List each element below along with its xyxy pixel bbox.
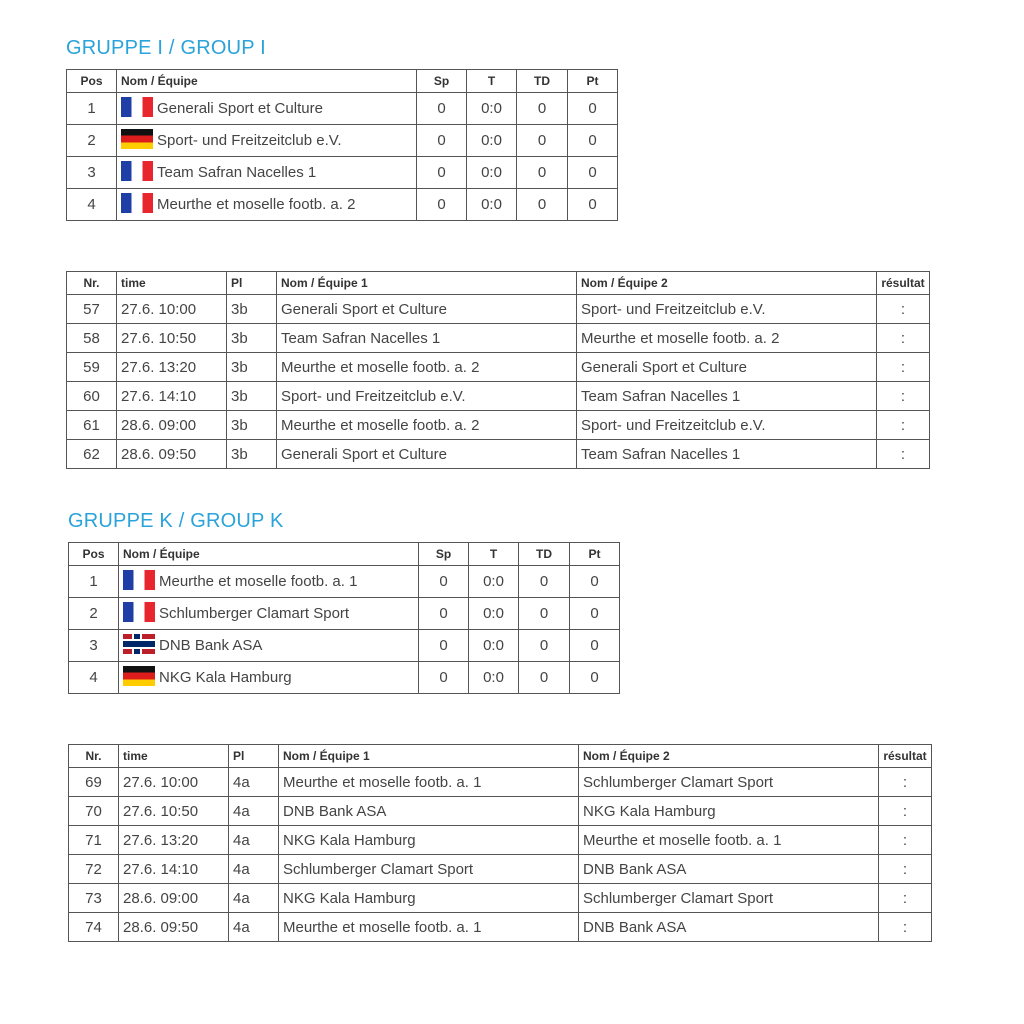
pos-cell: 1 [69, 566, 119, 598]
schedule-table [66, 271, 930, 469]
team2-cell: Sport- und Freitzeitclub e.V. [577, 295, 877, 324]
team-name: Meurthe et moselle footb. a. 2 [157, 195, 356, 213]
france-flag-icon [123, 570, 155, 590]
result-cell: : [877, 440, 930, 469]
time-cell: 28.6. 09:50 [117, 440, 227, 469]
result-cell: : [879, 855, 932, 884]
nr-cell: 62 [67, 440, 117, 469]
team1-cell: Generali Sport et Culture [277, 295, 577, 324]
time-cell: 27.6. 10:50 [117, 324, 227, 353]
header-sp: Sp [419, 543, 469, 566]
t-cell: 0:0 [467, 93, 517, 125]
pos-cell: 1 [67, 93, 117, 125]
nr-cell: 57 [67, 295, 117, 324]
team1-cell: Meurthe et moselle footb. a. 1 [279, 768, 579, 797]
table-row [69, 855, 932, 884]
time-cell: 28.6. 09:50 [119, 913, 229, 942]
time-cell: 28.6. 09:00 [119, 884, 229, 913]
table-row [69, 797, 932, 826]
td-cell: 0 [519, 566, 570, 598]
header-t: T [469, 543, 519, 566]
table-row [69, 884, 932, 913]
team2-cell: Sport- und Freitzeitclub e.V. [577, 411, 877, 440]
table-row [69, 768, 932, 797]
header-t: T [467, 70, 517, 93]
germany-flag-icon [123, 666, 155, 686]
team1-cell: Generali Sport et Culture [277, 440, 577, 469]
team-cell [119, 630, 419, 662]
team1-cell: Meurthe et moselle footb. a. 2 [277, 353, 577, 382]
sp-cell: 0 [419, 566, 469, 598]
team1-cell: Team Safran Nacelles 1 [277, 324, 577, 353]
result-cell: : [879, 797, 932, 826]
pl-cell: 3b [227, 411, 277, 440]
sp-cell: 0 [419, 630, 469, 662]
schedule-table [68, 744, 932, 942]
td-cell: 0 [519, 598, 570, 630]
pl-cell: 3b [227, 324, 277, 353]
team2-cell: Schlumberger Clamart Sport [579, 768, 879, 797]
table-row [67, 125, 618, 157]
header-pos: Pos [67, 70, 117, 93]
table-header-row [67, 272, 930, 295]
nr-cell: 61 [67, 411, 117, 440]
team1-cell: Meurthe et moselle footb. a. 1 [279, 913, 579, 942]
pl-cell: 4a [229, 797, 279, 826]
pt-cell: 0 [570, 566, 620, 598]
team1-cell: Schlumberger Clamart Sport [279, 855, 579, 884]
t-cell: 0:0 [467, 125, 517, 157]
result-cell: : [877, 295, 930, 324]
header-nr: Nr. [69, 745, 119, 768]
table-row [67, 324, 930, 353]
header-team: Nom / Équipe [119, 543, 419, 566]
nr-cell: 74 [69, 913, 119, 942]
team-name: Generali Sport et Culture [157, 99, 323, 117]
team2-cell: DNB Bank ASA [579, 913, 879, 942]
time-cell: 27.6. 10:50 [119, 797, 229, 826]
team1-cell: DNB Bank ASA [279, 797, 579, 826]
team2-cell: Meurthe et moselle footb. a. 2 [577, 324, 877, 353]
team-name: Schlumberger Clamart Sport [159, 604, 350, 622]
pt-cell: 0 [570, 662, 620, 694]
pl-cell: 4a [229, 913, 279, 942]
pl-cell: 4a [229, 855, 279, 884]
france-flag-icon [121, 161, 153, 181]
result-cell: : [877, 324, 930, 353]
result-cell: : [877, 353, 930, 382]
table-row [69, 630, 620, 662]
header-nr: Nr. [67, 272, 117, 295]
table-row [69, 913, 932, 942]
header-team2: Nom / Équipe 2 [577, 272, 877, 295]
team1-cell: NKG Kala Hamburg [279, 884, 579, 913]
table-row [69, 566, 620, 598]
header-pt: Pt [570, 543, 620, 566]
time-cell: 27.6. 13:20 [119, 826, 229, 855]
team2-cell: Team Safran Nacelles 1 [577, 440, 877, 469]
team-cell [119, 598, 419, 630]
result-cell: : [877, 382, 930, 411]
team2-cell: Schlumberger Clamart Sport [579, 884, 879, 913]
td-cell: 0 [517, 93, 568, 125]
team-cell [117, 157, 417, 189]
header-result: résultat [879, 745, 932, 768]
pt-cell: 0 [568, 125, 618, 157]
header-td: TD [519, 543, 570, 566]
t-cell: 0:0 [469, 598, 519, 630]
norway-flag-icon [123, 634, 155, 654]
header-team1: Nom / Équipe 1 [277, 272, 577, 295]
team-name: Meurthe et moselle footb. a. 1 [159, 572, 358, 590]
time-cell: 27.6. 14:10 [117, 382, 227, 411]
france-flag-icon [121, 193, 153, 213]
nr-cell: 72 [69, 855, 119, 884]
team-cell [117, 189, 417, 221]
team-cell [119, 566, 419, 598]
sp-cell: 0 [417, 125, 467, 157]
pos-cell: 4 [69, 662, 119, 694]
pos-cell: 4 [67, 189, 117, 221]
pl-cell: 4a [229, 826, 279, 855]
header-td: TD [517, 70, 568, 93]
team-cell [119, 662, 419, 694]
pt-cell: 0 [570, 598, 620, 630]
pos-cell: 3 [67, 157, 117, 189]
result-cell: : [877, 411, 930, 440]
germany-flag-icon [121, 129, 153, 149]
pl-cell: 4a [229, 884, 279, 913]
header-pl: Pl [229, 745, 279, 768]
time-cell: 27.6. 10:00 [117, 295, 227, 324]
france-flag-icon [121, 97, 153, 117]
team2-cell: NKG Kala Hamburg [579, 797, 879, 826]
time-cell: 27.6. 10:00 [119, 768, 229, 797]
group-title: GRUPPE I / GROUP I [66, 37, 266, 59]
table-row [67, 295, 930, 324]
team-cell [117, 125, 417, 157]
td-cell: 0 [517, 189, 568, 221]
table-row [67, 157, 618, 189]
france-flag-icon [123, 602, 155, 622]
t-cell: 0:0 [467, 189, 517, 221]
sp-cell: 0 [417, 93, 467, 125]
table-row [67, 411, 930, 440]
group-title: GRUPPE K / GROUP K [68, 510, 284, 532]
pos-cell: 2 [69, 598, 119, 630]
header-time: time [119, 745, 229, 768]
nr-cell: 58 [67, 324, 117, 353]
nr-cell: 59 [67, 353, 117, 382]
table-row [67, 440, 930, 469]
pl-cell: 3b [227, 440, 277, 469]
standings-table [66, 69, 618, 221]
header-result: résultat [877, 272, 930, 295]
sp-cell: 0 [419, 662, 469, 694]
team2-cell: Generali Sport et Culture [577, 353, 877, 382]
team-name: Sport- und Freitzeitclub e.V. [157, 131, 342, 149]
td-cell: 0 [517, 157, 568, 189]
time-cell: 28.6. 09:00 [117, 411, 227, 440]
header-team: Nom / Équipe [117, 70, 417, 93]
team-name: Team Safran Nacelles 1 [157, 163, 317, 181]
team2-cell: DNB Bank ASA [579, 855, 879, 884]
result-cell: : [879, 768, 932, 797]
table-row [67, 382, 930, 411]
pt-cell: 0 [570, 630, 620, 662]
result-cell: : [879, 913, 932, 942]
team-name: DNB Bank ASA [159, 636, 263, 654]
team1-cell: Meurthe et moselle footb. a. 2 [277, 411, 577, 440]
pl-cell: 3b [227, 353, 277, 382]
table-header-row [69, 543, 620, 566]
header-pt: Pt [568, 70, 618, 93]
standings-table [68, 542, 620, 694]
nr-cell: 60 [67, 382, 117, 411]
sp-cell: 0 [417, 189, 467, 221]
table-row [69, 662, 620, 694]
header-team1: Nom / Équipe 1 [279, 745, 579, 768]
pos-cell: 3 [69, 630, 119, 662]
td-cell: 0 [517, 125, 568, 157]
t-cell: 0:0 [469, 566, 519, 598]
header-team2: Nom / Équipe 2 [579, 745, 879, 768]
time-cell: 27.6. 14:10 [119, 855, 229, 884]
t-cell: 0:0 [469, 662, 519, 694]
team-cell [117, 93, 417, 125]
pos-cell: 2 [67, 125, 117, 157]
table-header-row [67, 70, 618, 93]
nr-cell: 69 [69, 768, 119, 797]
header-pos: Pos [69, 543, 119, 566]
t-cell: 0:0 [467, 157, 517, 189]
header-pl: Pl [227, 272, 277, 295]
sp-cell: 0 [419, 598, 469, 630]
pl-cell: 3b [227, 295, 277, 324]
table-header-row [69, 745, 932, 768]
team1-cell: NKG Kala Hamburg [279, 826, 579, 855]
pl-cell: 3b [227, 382, 277, 411]
header-sp: Sp [417, 70, 467, 93]
result-cell: : [879, 826, 932, 855]
nr-cell: 70 [69, 797, 119, 826]
team1-cell: Sport- und Freitzeitclub e.V. [277, 382, 577, 411]
nr-cell: 71 [69, 826, 119, 855]
result-cell: : [879, 884, 932, 913]
table-row [67, 353, 930, 382]
header-time: time [117, 272, 227, 295]
pt-cell: 0 [568, 157, 618, 189]
pt-cell: 0 [568, 189, 618, 221]
td-cell: 0 [519, 630, 570, 662]
t-cell: 0:0 [469, 630, 519, 662]
pl-cell: 4a [229, 768, 279, 797]
table-row [67, 93, 618, 125]
time-cell: 27.6. 13:20 [117, 353, 227, 382]
nr-cell: 73 [69, 884, 119, 913]
table-row [69, 826, 932, 855]
team2-cell: Team Safran Nacelles 1 [577, 382, 877, 411]
pt-cell: 0 [568, 93, 618, 125]
td-cell: 0 [519, 662, 570, 694]
table-row [69, 598, 620, 630]
team2-cell: Meurthe et moselle footb. a. 1 [579, 826, 879, 855]
team-name: NKG Kala Hamburg [159, 668, 292, 686]
table-row [67, 189, 618, 221]
sp-cell: 0 [417, 157, 467, 189]
